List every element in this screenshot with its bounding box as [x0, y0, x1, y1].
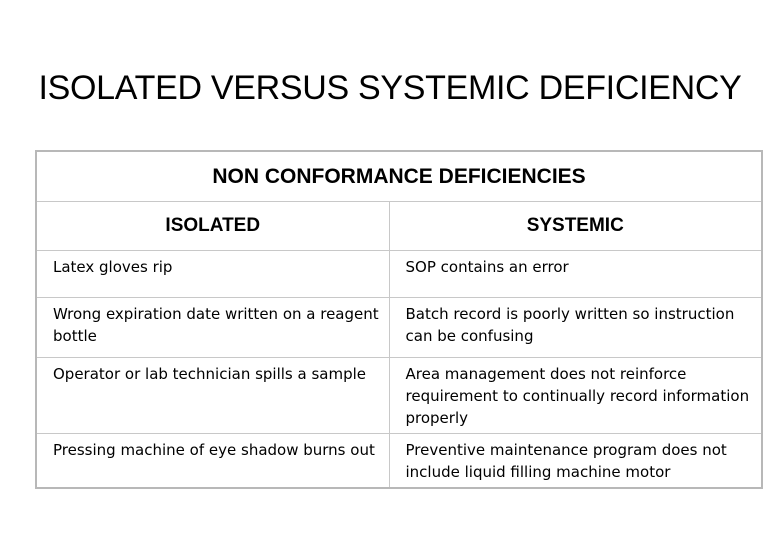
isolated-cell: Wrong expiration date written on a reagent bottle: [36, 298, 389, 358]
table-row: [36, 298, 762, 358]
isolated-cell: Operator or lab technician spills a sample: [36, 358, 389, 434]
systemic-cell: Batch record is poorly written so instruction can be confusing: [389, 298, 762, 358]
systemic-cell: Area management does not reinforce requirement to continually record information properly: [389, 358, 762, 434]
table-row: [36, 434, 762, 489]
table-row: [36, 358, 762, 434]
systemic-cell: Preventive maintenance program does not include liquid filling machine motor: [389, 434, 762, 489]
table-row: [36, 251, 762, 298]
page-title: ISOLATED VERSUS SYSTEMIC DEFICIENCY: [38, 69, 742, 107]
table-header-row: [36, 202, 762, 251]
column-header-isolated: ISOLATED: [36, 202, 389, 251]
deficiency-table: [35, 150, 763, 489]
table-caption-row: [36, 151, 762, 202]
isolated-cell: Pressing machine of eye shadow burns out: [36, 434, 389, 489]
systemic-cell: SOP contains an error: [389, 251, 762, 298]
deficiency-table-container: [35, 150, 761, 489]
table-caption: NON CONFORMANCE DEFICIENCIES: [36, 151, 762, 202]
isolated-cell: Latex gloves rip: [36, 251, 389, 298]
column-header-systemic: SYSTEMIC: [389, 202, 762, 251]
